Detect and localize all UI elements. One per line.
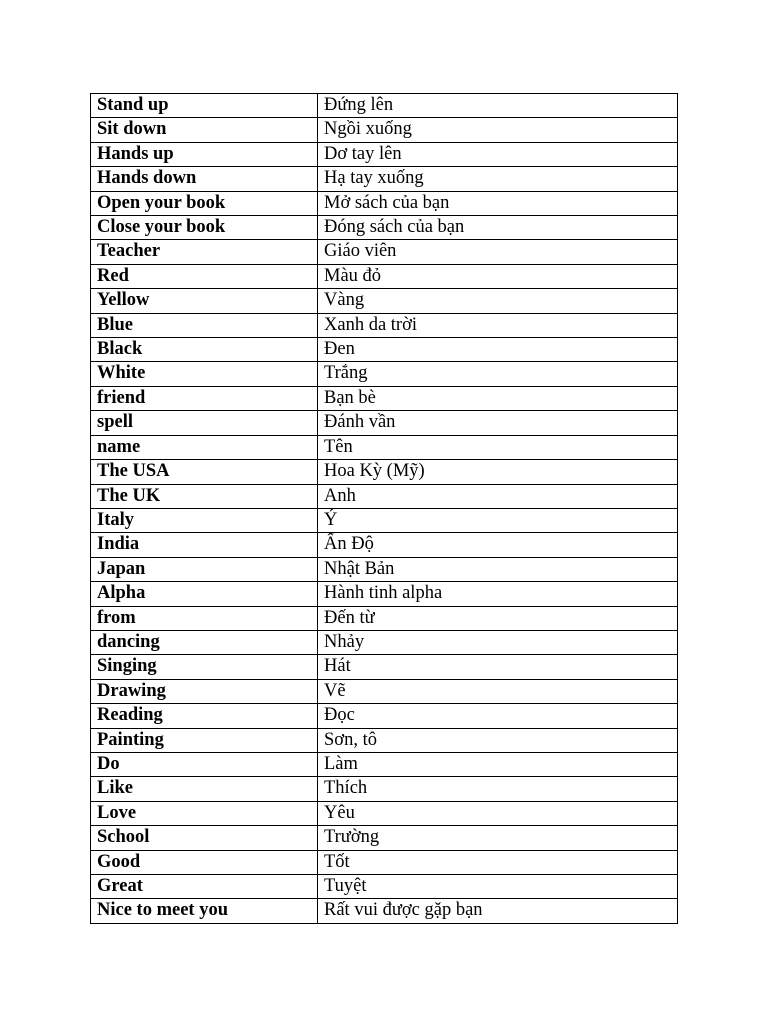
table-row xyxy=(91,484,678,508)
vietnamese-translation-cell: Ngồi xuống xyxy=(318,118,678,142)
vietnamese-translation-cell: Sơn, tô xyxy=(318,728,678,752)
table-row xyxy=(91,875,678,899)
english-term-cell: Good xyxy=(91,850,318,874)
vietnamese-translation-cell: Nhảy xyxy=(318,630,678,654)
english-term-cell: Open your book xyxy=(91,191,318,215)
english-term-cell: Hands up xyxy=(91,142,318,166)
vietnamese-translation-cell: Xanh da trời xyxy=(318,313,678,337)
vocabulary-table-body xyxy=(91,94,678,924)
english-term-cell: Singing xyxy=(91,655,318,679)
vietnamese-translation-cell: Tên xyxy=(318,435,678,459)
table-row xyxy=(91,899,678,923)
english-term-cell: spell xyxy=(91,411,318,435)
table-row xyxy=(91,850,678,874)
english-term-cell: Stand up xyxy=(91,94,318,118)
vietnamese-translation-cell: Hành tinh alpha xyxy=(318,582,678,606)
english-term-cell: White xyxy=(91,362,318,386)
vietnamese-translation-cell: Yêu xyxy=(318,801,678,825)
vietnamese-translation-cell: Đánh vần xyxy=(318,411,678,435)
english-term-cell: Great xyxy=(91,875,318,899)
vietnamese-translation-cell: Màu đỏ xyxy=(318,264,678,288)
vietnamese-translation-cell: Bạn bè xyxy=(318,386,678,410)
english-term-cell: friend xyxy=(91,386,318,410)
vietnamese-translation-cell: Hạ tay xuống xyxy=(318,167,678,191)
vietnamese-translation-cell: Vàng xyxy=(318,289,678,313)
table-row xyxy=(91,94,678,118)
table-row xyxy=(91,460,678,484)
english-term-cell: from xyxy=(91,606,318,630)
english-term-cell: name xyxy=(91,435,318,459)
vocabulary-table xyxy=(90,93,678,924)
vietnamese-translation-cell: Đọc xyxy=(318,704,678,728)
vietnamese-translation-cell: Ấn Độ xyxy=(318,533,678,557)
vietnamese-translation-cell: Đến từ xyxy=(318,606,678,630)
english-term-cell: Drawing xyxy=(91,679,318,703)
vietnamese-translation-cell: Tuyệt xyxy=(318,875,678,899)
vietnamese-translation-cell: Thích xyxy=(318,777,678,801)
table-row xyxy=(91,191,678,215)
table-row xyxy=(91,240,678,264)
english-term-cell: Teacher xyxy=(91,240,318,264)
vietnamese-translation-cell: Làm xyxy=(318,752,678,776)
table-row xyxy=(91,533,678,557)
english-term-cell: Hands down xyxy=(91,167,318,191)
table-row xyxy=(91,728,678,752)
table-row xyxy=(91,777,678,801)
table-row xyxy=(91,118,678,142)
english-term-cell: The USA xyxy=(91,460,318,484)
table-row xyxy=(91,386,678,410)
english-term-cell: Sit down xyxy=(91,118,318,142)
vietnamese-translation-cell: Trường xyxy=(318,826,678,850)
table-row xyxy=(91,411,678,435)
table-row xyxy=(91,264,678,288)
vietnamese-translation-cell: Đen xyxy=(318,338,678,362)
vietnamese-translation-cell: Trắng xyxy=(318,362,678,386)
table-row xyxy=(91,630,678,654)
english-term-cell: Blue xyxy=(91,313,318,337)
table-row xyxy=(91,801,678,825)
table-row xyxy=(91,289,678,313)
vietnamese-translation-cell: Nhật Bản xyxy=(318,557,678,581)
english-term-cell: Love xyxy=(91,801,318,825)
english-term-cell: Painting xyxy=(91,728,318,752)
vietnamese-translation-cell: Dơ tay lên xyxy=(318,142,678,166)
english-term-cell: The UK xyxy=(91,484,318,508)
table-row xyxy=(91,216,678,240)
table-row xyxy=(91,557,678,581)
vietnamese-translation-cell: Hát xyxy=(318,655,678,679)
table-row xyxy=(91,752,678,776)
english-term-cell: dancing xyxy=(91,630,318,654)
english-term-cell: Italy xyxy=(91,508,318,532)
english-term-cell: Nice to meet you xyxy=(91,899,318,923)
vietnamese-translation-cell: Giáo viên xyxy=(318,240,678,264)
table-row xyxy=(91,142,678,166)
table-row xyxy=(91,582,678,606)
vietnamese-translation-cell: Hoa Kỳ (Mỹ) xyxy=(318,460,678,484)
table-row xyxy=(91,679,678,703)
table-row xyxy=(91,362,678,386)
english-term-cell: Alpha xyxy=(91,582,318,606)
vietnamese-translation-cell: Ý xyxy=(318,508,678,532)
english-term-cell: Close your book xyxy=(91,216,318,240)
english-term-cell: Black xyxy=(91,338,318,362)
english-term-cell: Like xyxy=(91,777,318,801)
table-row xyxy=(91,606,678,630)
table-row xyxy=(91,704,678,728)
english-term-cell: Reading xyxy=(91,704,318,728)
vietnamese-translation-cell: Đứng lên xyxy=(318,94,678,118)
table-row xyxy=(91,826,678,850)
table-row xyxy=(91,167,678,191)
english-term-cell: Japan xyxy=(91,557,318,581)
table-row xyxy=(91,313,678,337)
english-term-cell: Yellow xyxy=(91,289,318,313)
vietnamese-translation-cell: Anh xyxy=(318,484,678,508)
table-row xyxy=(91,508,678,532)
english-term-cell: India xyxy=(91,533,318,557)
english-term-cell: School xyxy=(91,826,318,850)
table-row xyxy=(91,435,678,459)
vietnamese-translation-cell: Tốt xyxy=(318,850,678,874)
english-term-cell: Do xyxy=(91,752,318,776)
vietnamese-translation-cell: Rất vui được gặp bạn xyxy=(318,899,678,923)
vietnamese-translation-cell: Mở sách của bạn xyxy=(318,191,678,215)
table-row xyxy=(91,655,678,679)
english-term-cell: Red xyxy=(91,264,318,288)
vietnamese-translation-cell: Vẽ xyxy=(318,679,678,703)
vietnamese-translation-cell: Đóng sách của bạn xyxy=(318,216,678,240)
table-row xyxy=(91,338,678,362)
